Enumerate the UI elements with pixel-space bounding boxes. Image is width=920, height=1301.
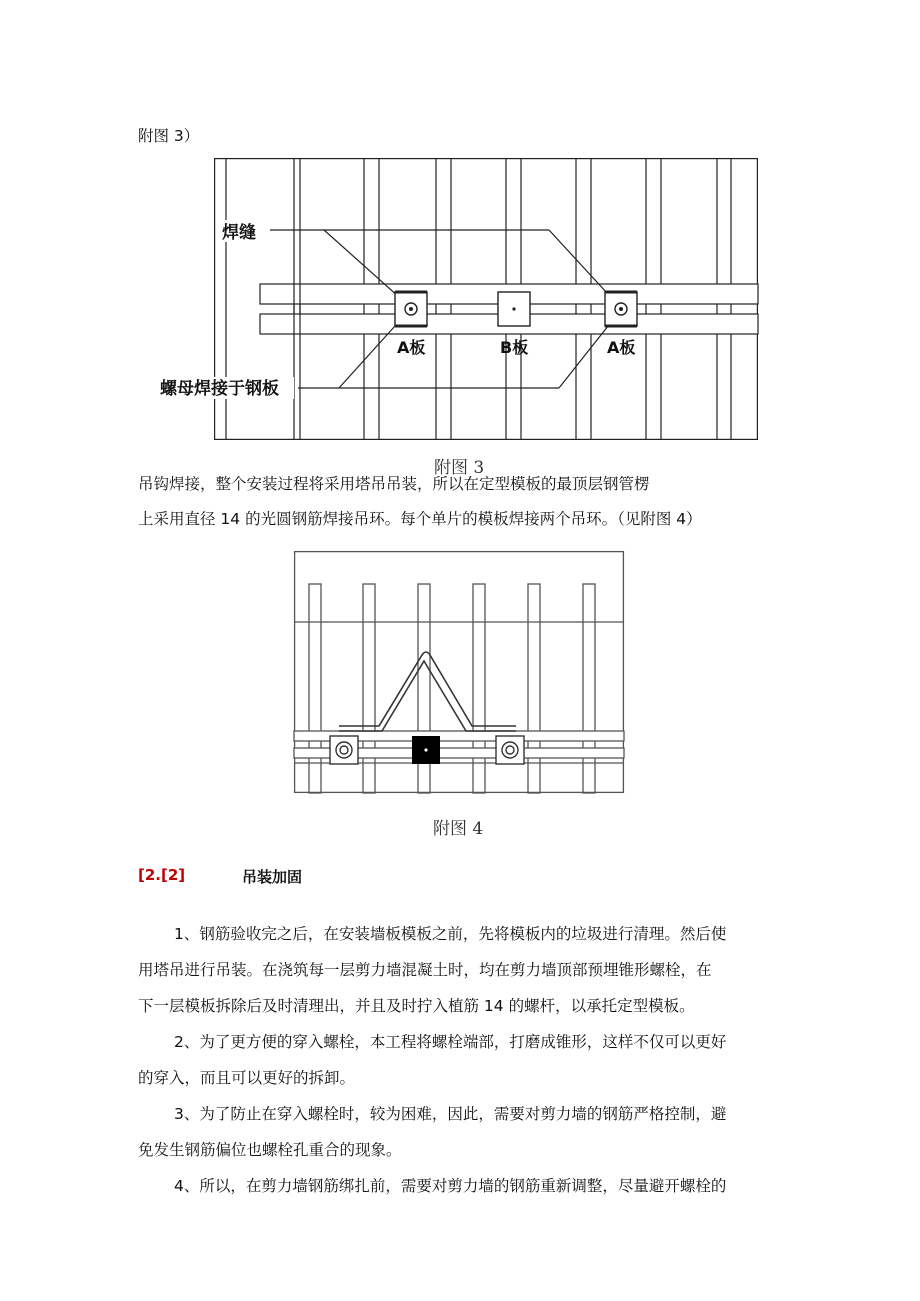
weld-label: 焊缝 bbox=[222, 223, 256, 243]
figure-4-drawing bbox=[294, 551, 624, 793]
para-3-line-2: 免发生钢筋偏位也螺栓孔重合的现象。 bbox=[138, 1141, 402, 1159]
para-1-line-3: 下一层模板拆除后及时清理出，并且及时拧入植筋 14 的螺杆，以承托定型模板。 bbox=[138, 997, 695, 1015]
plate-label-a-left: A板 bbox=[397, 338, 426, 357]
para-3-line-1: 3、为了防止在穿入螺栓时，较为困难，因此，需要对剪力墙的钢筋严格控制，避 bbox=[174, 1105, 727, 1123]
plate-label-a-right: A板 bbox=[607, 338, 636, 357]
intro-line-1: 吊钩焊接，整个安装过程将采用塔吊吊装，所以在定型模板的最顶层钢管楞 bbox=[138, 475, 650, 493]
figure-4-caption: 附图 4 bbox=[433, 819, 484, 839]
para-4-line-1: 4、所以，在剪力墙钢筋绑扎前，需要对剪力墙的钢筋重新调整，尽量避开螺栓的 bbox=[174, 1177, 727, 1195]
para-1-line-2: 用塔吊进行吊装。在浇筑每一层剪力墙混凝土时，均在剪力墙顶部预埋锥形螺栓，在 bbox=[138, 961, 712, 979]
figure-3-drawing bbox=[160, 158, 758, 440]
para-2-line-1: 2、为了更方便的穿入螺栓，本工程将螺栓端部，打磨成锥形，这样不仅可以更好 bbox=[174, 1033, 727, 1051]
section-number: [2.[2] bbox=[138, 866, 186, 884]
plate-label-b: B板 bbox=[500, 338, 529, 357]
para-2-line-2: 的穿入，而且可以更好的拆卸。 bbox=[138, 1069, 356, 1087]
figure-reference-text: 附图 3） bbox=[138, 127, 200, 145]
section-title: 吊装加固 bbox=[242, 868, 303, 886]
figure-3-caption: 附图 3 bbox=[434, 458, 485, 478]
para-1-line-1: 1、钢筋验收完之后，在安装墙板模板之前，先将模板内的垃圾进行清理。然后使 bbox=[174, 925, 727, 943]
intro-line-2: 上采用直径 14 的光圆钢筋焊接吊环。每个单片的模板焊接两个吊环。（见附图 4） bbox=[138, 510, 702, 528]
nut-label: 螺母焊接于钢板 bbox=[160, 379, 279, 399]
